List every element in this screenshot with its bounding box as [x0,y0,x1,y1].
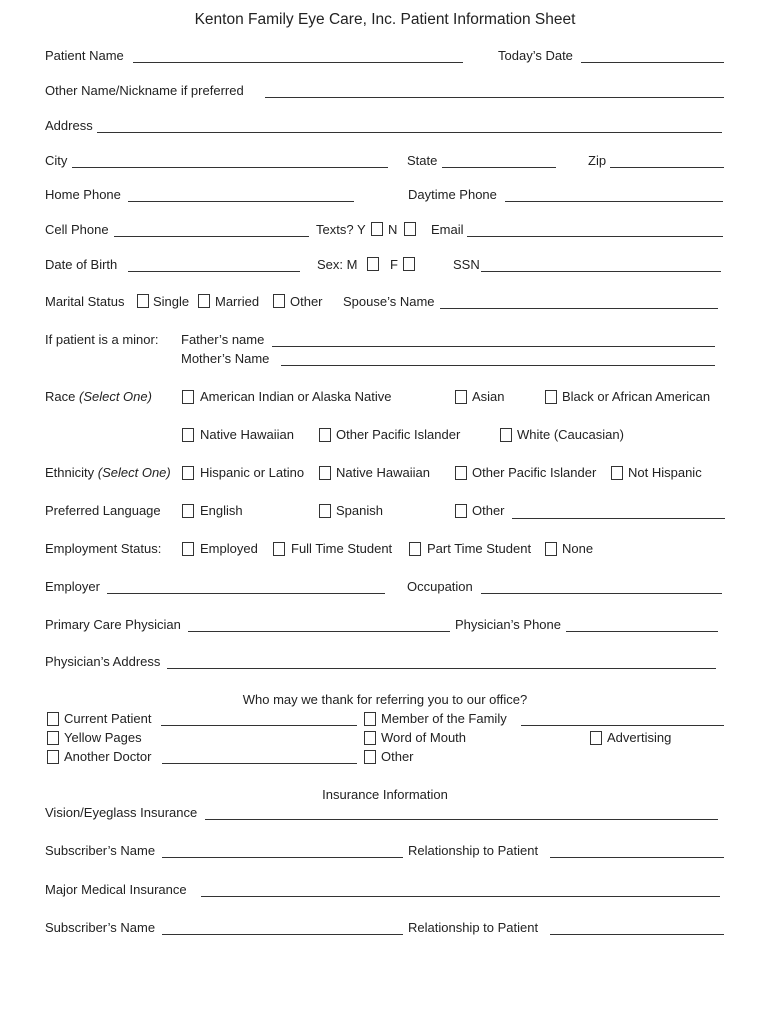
physicians-address-label: Physician’s Address [45,654,161,669]
sex-male-checkbox[interactable] [367,257,379,271]
referral-yellow-pages-checkbox[interactable] [47,731,59,745]
referral-word-of-mouth-checkbox[interactable] [364,731,376,745]
referral-option-label: Word of Mouth [381,730,467,745]
patient-name-field[interactable] [133,62,463,63]
insurance-heading: Insurance Information [322,787,448,802]
mothers-name-label: Mother’s Name [181,351,270,366]
primary-care-physician-field[interactable] [188,631,450,632]
dob-field[interactable] [128,271,300,272]
occupation-label: Occupation [407,579,473,594]
vision-insurance-field[interactable] [205,819,718,820]
referral-current-patient-checkbox[interactable] [47,712,59,726]
daytime-phone-field[interactable] [505,201,723,202]
physicians-phone-label: Physician’s Phone [455,617,561,632]
city-field[interactable] [72,167,388,168]
marital-status-label: Marital Status [45,294,125,309]
employment-option-label: Part Time Student [427,541,532,556]
cell-phone-label: Cell Phone [45,222,109,237]
ethnicity-not-hispanic-checkbox[interactable] [611,466,623,480]
cell-phone-field[interactable] [114,236,309,237]
email-label: Email [431,222,464,237]
state-field[interactable] [442,167,556,168]
race-select-one: (Select One) [78,389,152,404]
subscriber-name-field[interactable] [162,857,403,858]
race-native-hawaiian-checkbox[interactable] [182,428,194,442]
marital-other-checkbox[interactable] [273,294,285,308]
marital-other-label: Other [290,294,323,309]
preferred-language-label: Preferred Language [45,503,161,518]
race-option-label: American Indian or Alaska Native [200,389,392,404]
employment-status-label: Employment Status: [45,541,162,556]
ethnicity-pacific-islander-checkbox[interactable] [455,466,467,480]
zip-field[interactable] [610,167,724,168]
todays-date-label: Today’s Date [498,48,573,63]
sex-label: Sex: M [317,257,358,272]
referral-option-label: Yellow Pages [64,730,142,745]
race-option-label: Black or African American [562,389,711,404]
fathers-name-field[interactable] [272,346,715,347]
subscriber-name-2-field[interactable] [162,934,403,935]
language-option-label: Spanish [336,503,383,518]
language-option-label: Other [472,503,505,518]
major-medical-field[interactable] [201,896,720,897]
todays-date-field[interactable] [581,62,724,63]
texts-no-label: N [388,222,398,237]
employment-none-checkbox[interactable] [545,542,557,556]
referral-family-member-checkbox[interactable] [364,712,376,726]
race-black-checkbox[interactable] [545,390,557,404]
texts-no-checkbox[interactable] [404,222,416,236]
referral-another-doctor-field[interactable] [162,763,357,764]
ethnicity-label: Ethnicity (Select One) [45,465,171,480]
married-checkbox[interactable] [198,294,210,308]
spouse-name-label: Spouse’s Name [343,294,435,309]
primary-care-physician-label: Primary Care Physician [45,617,181,632]
referral-current-patient-field[interactable] [161,725,357,726]
mothers-name-field[interactable] [281,365,715,366]
language-other-checkbox[interactable] [455,504,467,518]
married-label: Married [215,294,260,309]
relationship-label: Relationship to Patient [408,843,539,858]
minor-label: If patient is a minor: [45,332,159,347]
single-checkbox[interactable] [137,294,149,308]
language-option-label: English [200,503,243,518]
patient-name-label: Patient Name [45,48,124,63]
employer-field[interactable] [107,593,385,594]
referral-family-member-field[interactable] [521,725,724,726]
subscriber-name-2-label: Subscriber’s Name [45,920,156,935]
relationship-2-label: Relationship to Patient [408,920,539,935]
employed-checkbox[interactable] [182,542,194,556]
spouse-name-field[interactable] [440,308,718,309]
ethnicity-native-hawaiian-checkbox[interactable] [319,466,331,480]
physicians-phone-field[interactable] [566,631,718,632]
subscriber-name-label: Subscriber’s Name [45,843,156,858]
zip-label: Zip [588,153,607,168]
language-other-field[interactable] [512,518,725,519]
occupation-field[interactable] [481,593,722,594]
form-title: Kenton Family Eye Care, Inc. Patient Information Sheet [194,11,576,28]
ethnicity-option-label: Native Hawaiian [336,465,430,480]
fathers-name-label: Father’s name [181,332,265,347]
referral-option-label: Other [381,749,414,764]
race-label: Race (Select One) [45,389,152,404]
single-label: Single [153,294,190,309]
daytime-phone-label: Daytime Phone [408,187,497,202]
race-american-indian-checkbox[interactable] [182,390,194,404]
ssn-label: SSN [453,257,480,272]
texts-yes-checkbox[interactable] [371,222,383,236]
physicians-address-field[interactable] [167,668,716,669]
ethnicity-option-label: Other Pacific Islander [472,465,597,480]
texts-label: Texts? Y [316,222,366,237]
referral-option-label: Advertising [607,730,672,745]
race-pacific-islander-checkbox[interactable] [319,428,331,442]
ssn-field[interactable] [481,271,721,272]
referral-question: Who may we thank for referring you to our office? [242,692,528,707]
race-option-label: Native Hawaiian [200,427,294,442]
other-name-field[interactable] [265,97,724,98]
sex-female-checkbox[interactable] [403,257,415,271]
part-time-student-checkbox[interactable] [409,542,421,556]
referral-other-checkbox[interactable] [364,750,376,764]
major-medical-label: Major Medical Insurance [45,882,187,897]
ethnicity-select-one: (Select One) [97,465,171,480]
address-label: Address [45,118,93,133]
address-field[interactable] [97,132,722,133]
race-option-label: White (Caucasian) [517,427,624,442]
employment-option-label: Full Time Student [291,541,393,556]
dob-label: Date of Birth [45,257,118,272]
home-phone-field[interactable] [128,201,354,202]
language-english-checkbox[interactable] [182,504,194,518]
ethnicity-hispanic-checkbox[interactable] [182,466,194,480]
employer-label: Employer [45,579,100,594]
referral-option-label: Another Doctor [64,749,152,764]
referral-another-doctor-checkbox[interactable] [47,750,59,764]
race-asian-checkbox[interactable] [455,390,467,404]
referral-advertising-checkbox[interactable] [590,731,602,745]
race-white-checkbox[interactable] [500,428,512,442]
employment-option-label: None [562,541,594,556]
city-label: City [45,153,68,168]
race-option-label: Asian [472,389,505,404]
relationship-field[interactable] [550,857,724,858]
race-option-label: Other Pacific Islander [336,427,461,442]
home-phone-label: Home Phone [45,187,121,202]
employment-option-label: Employed [200,541,258,556]
referral-option-label: Member of the Family [381,711,507,726]
full-time-student-checkbox[interactable] [273,542,285,556]
language-spanish-checkbox[interactable] [319,504,331,518]
email-field[interactable] [467,236,723,237]
relationship-2-field[interactable] [550,934,724,935]
referral-option-label: Current Patient [64,711,152,726]
ethnicity-option-label: Not Hispanic [628,465,702,480]
other-name-label: Other Name/Nickname if preferred [45,83,244,98]
sex-female-label: F [390,257,398,272]
vision-insurance-label: Vision/Eyeglass Insurance [45,805,198,820]
ethnicity-option-label: Hispanic or Latino [200,465,305,480]
state-label: State [407,153,438,168]
